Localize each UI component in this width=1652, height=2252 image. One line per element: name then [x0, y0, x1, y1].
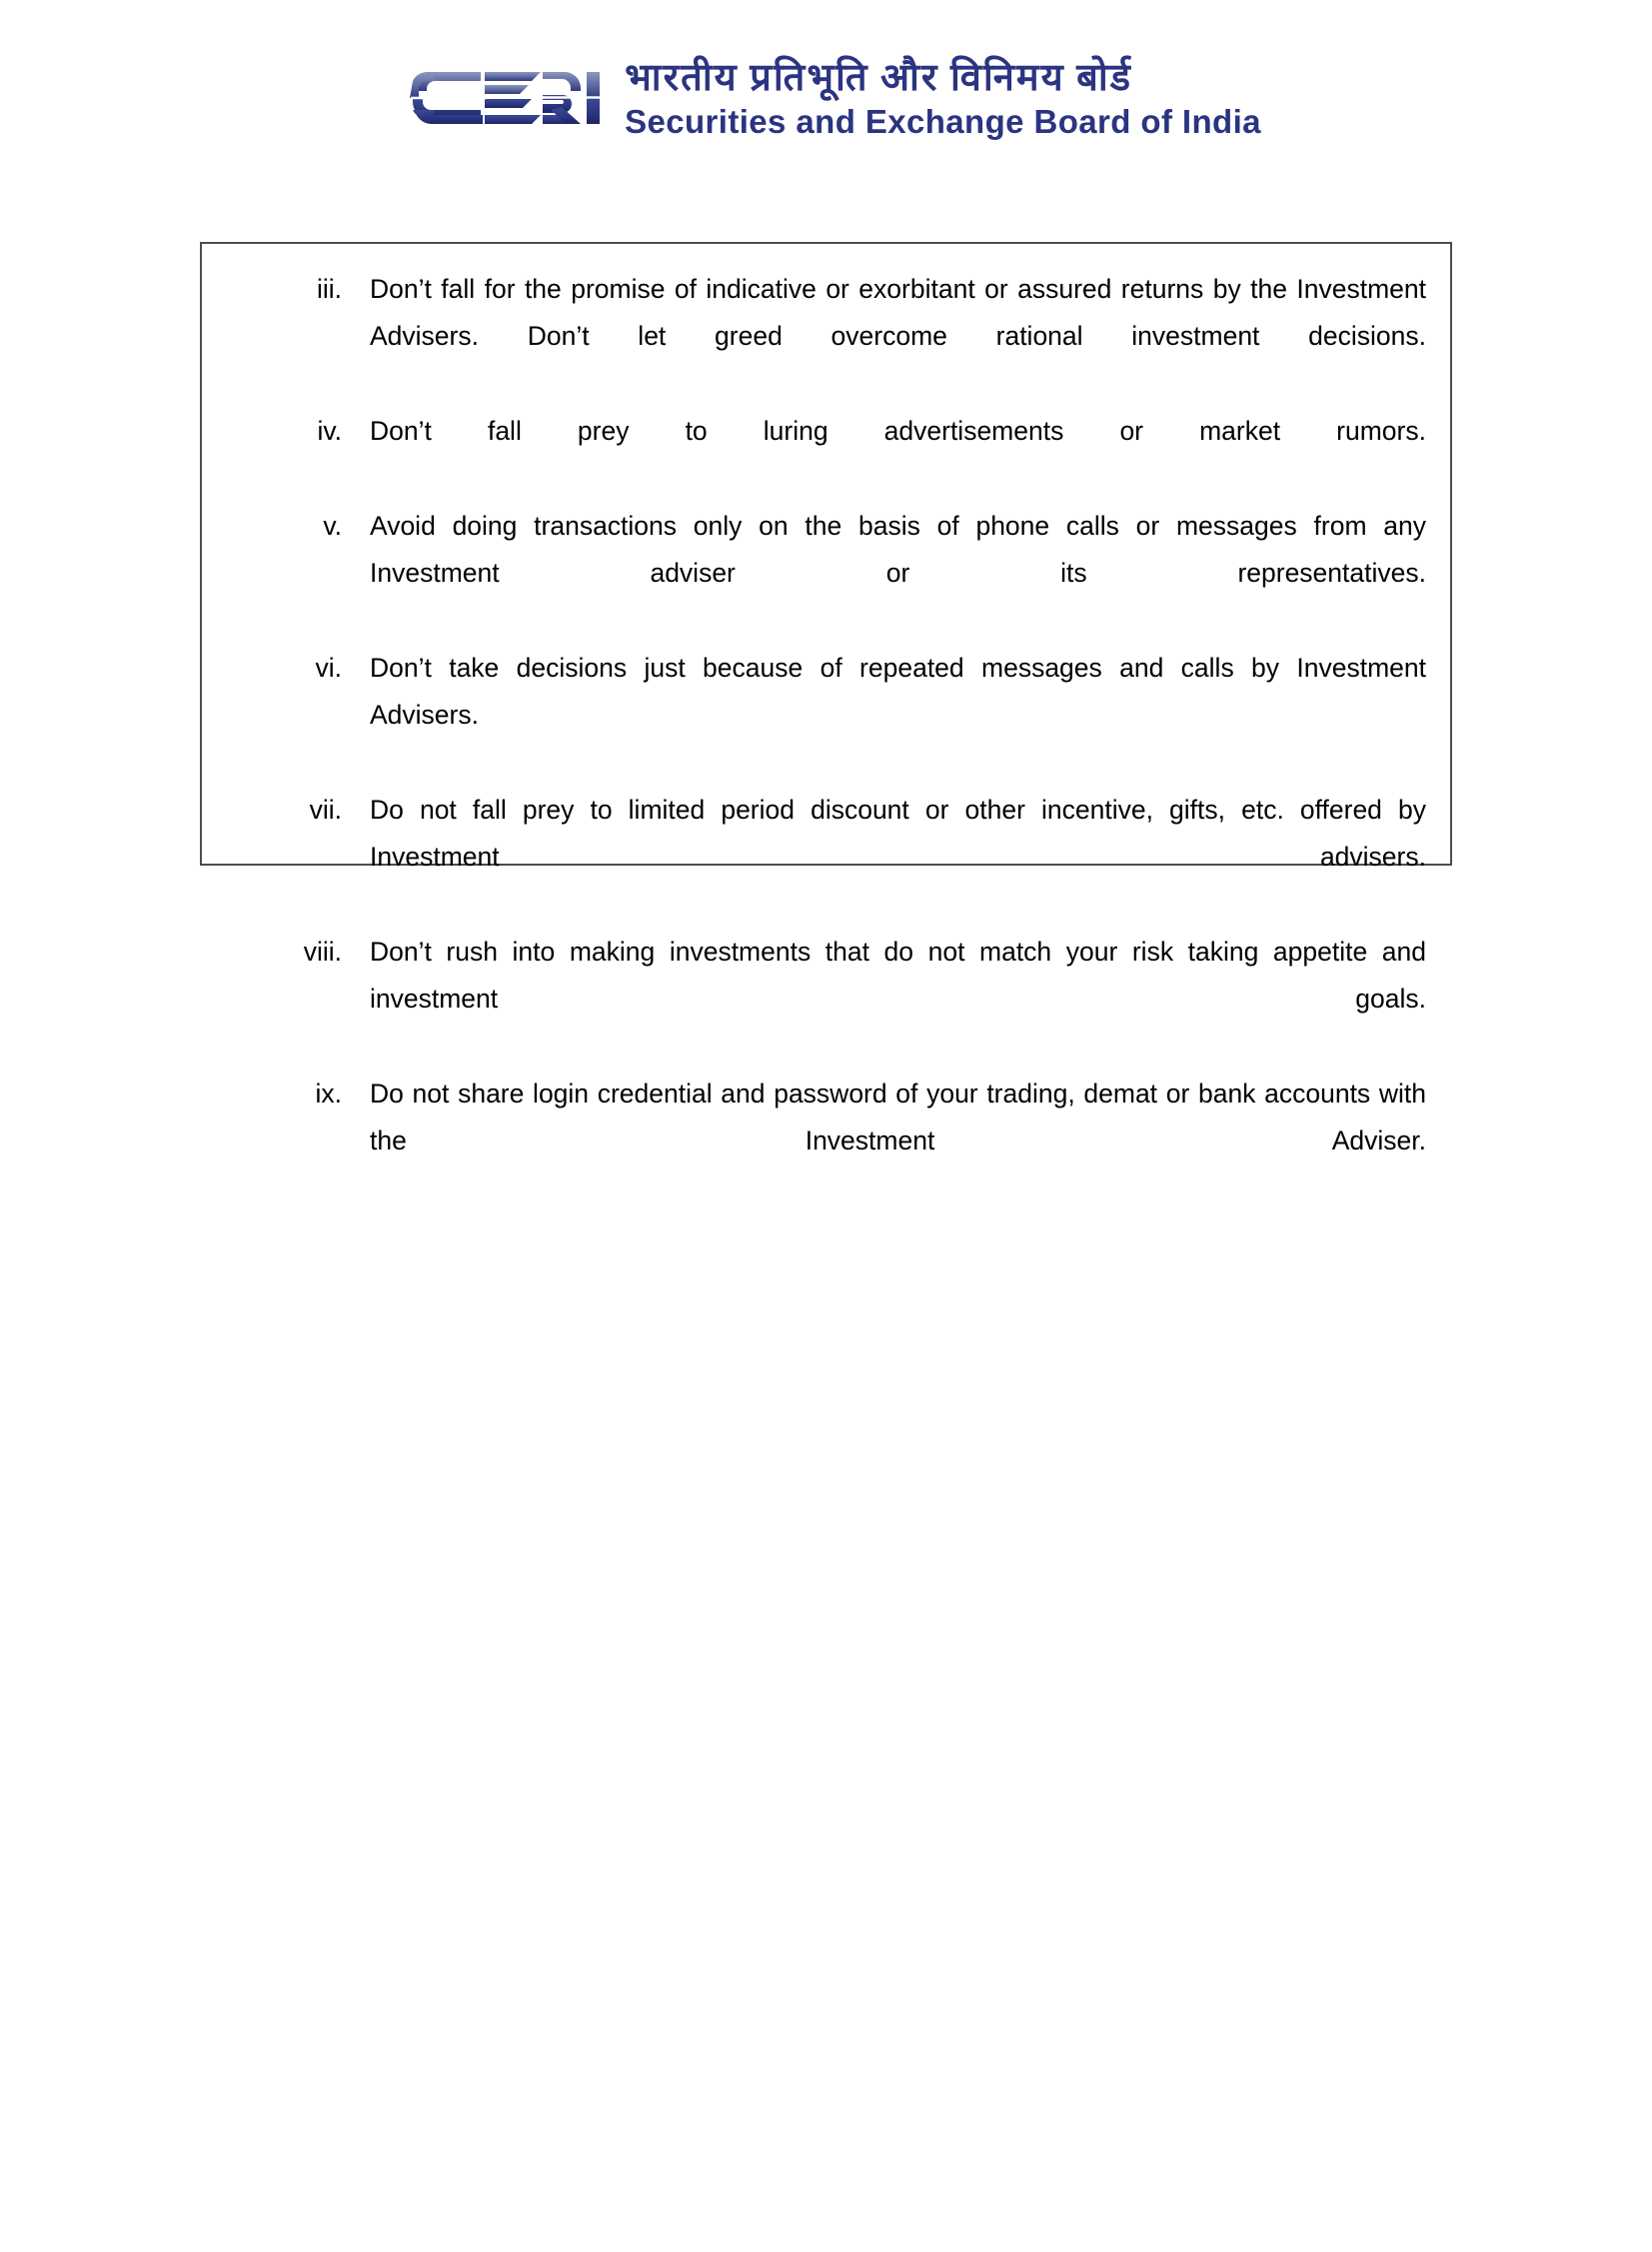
list-item-text: Avoid doing transactions only on the basis of phone calls or messages from any Investment adviser or its representatives. — [370, 511, 1426, 588]
list-item-marker: vi. — [315, 653, 342, 683]
notice-box — [200, 242, 1452, 1155]
list-item — [202, 503, 1428, 644]
list-item-text: Don’t fall prey to luring advertisements or market rumors. — [370, 416, 1426, 446]
header-title-hindi: भारतीय प्रतिभूति और विनिमय बोर्ड — [625, 57, 1132, 100]
list-item-marker: iv. — [317, 416, 342, 446]
list-item — [202, 787, 1428, 928]
list-item-text: Don’t rush into making investments that do not match your risk taking appetite and investment goals. — [370, 937, 1426, 1014]
list-item — [202, 266, 1428, 407]
list-item-text: Do not fall prey to limited period discount or other incentive, gifts, etc. offered by Investment advisers. — [370, 795, 1426, 872]
document-header — [0, 52, 1652, 144]
list-item — [202, 929, 1428, 1070]
header-title-english: Securities and Exchange Board of India — [625, 102, 1261, 140]
notice-list — [202, 244, 1450, 1211]
masthead-inner — [391, 52, 1261, 144]
list-item — [202, 408, 1428, 502]
list-item-marker: ix. — [315, 1079, 342, 1109]
list-item-marker: iii. — [316, 274, 342, 304]
list-item-text: Do not share login credential and password of your trading, demat or bank accounts with the Investment Adviser. — [370, 1079, 1426, 1155]
list-item-marker: v. — [323, 511, 342, 541]
list-item-text: Don’t fall for the promise of indicative or exorbitant or assured returns by the Investment Advisers. Don’t let greed overcome rational investment decisions. — [370, 274, 1426, 351]
list-item-marker: viii. — [303, 937, 342, 967]
masthead-wordmarks — [625, 55, 1261, 141]
list-item — [202, 1071, 1428, 1211]
list-item-marker: vii. — [309, 795, 342, 825]
sebi-logo-icon — [391, 52, 607, 144]
list-item — [202, 645, 1428, 786]
list-item-text: Don’t take decisions just because of repeated messages and calls by Investment Advisers. — [370, 653, 1426, 730]
